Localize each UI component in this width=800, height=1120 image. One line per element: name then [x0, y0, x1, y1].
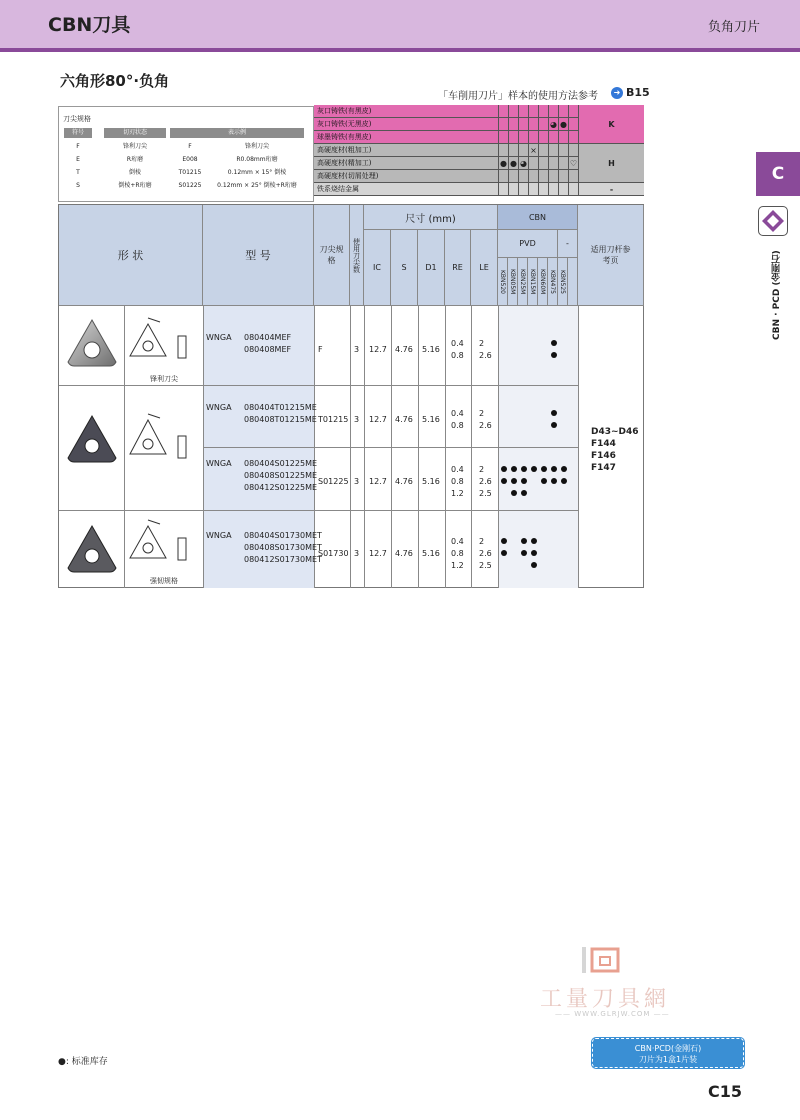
- material-mark: [528, 157, 538, 169]
- legend-row: [64, 155, 306, 165]
- packaging-note: [592, 1038, 744, 1068]
- material-mark: [568, 144, 578, 156]
- grade-label: KBN60M: [539, 268, 546, 295]
- re-value: 0.4: [451, 537, 464, 546]
- col-dash: -: [558, 230, 578, 258]
- insert-diamond-icon: [758, 206, 788, 236]
- holder-page[interactable]: F144: [591, 439, 616, 449]
- stock-dot: [511, 466, 517, 472]
- col-model: 型 号: [203, 205, 314, 306]
- holder-reference-pages: [591, 426, 639, 474]
- stock-dot: [551, 466, 557, 472]
- model-number: 080408T01215ME: [244, 415, 317, 424]
- material-grade-marks: [498, 118, 578, 131]
- grade-label: KBN475: [549, 269, 556, 294]
- re-value: 0.8: [451, 549, 464, 558]
- row-divider: [59, 385, 578, 386]
- insert-drawing: [128, 314, 200, 376]
- series-code: WNGA: [206, 531, 232, 540]
- grade-label: KBN05M: [509, 268, 516, 295]
- legend-cell: 0.12mm × 15° 倒棱: [227, 169, 287, 176]
- material-mark: [568, 131, 578, 143]
- material-mark: [548, 170, 558, 182]
- material-mark: [558, 105, 568, 117]
- material-mark: [568, 183, 578, 195]
- model-number: 080412S01225ME: [244, 483, 318, 492]
- col-divider: [391, 306, 392, 588]
- stock-dot: [561, 478, 567, 484]
- series-code: WNGA: [206, 459, 232, 468]
- s-value: 4.76: [395, 477, 413, 486]
- material-row: 灰口铸铁(有黑皮): [314, 105, 578, 118]
- legend-cell: F: [188, 143, 192, 150]
- legend-header: 表示例: [170, 128, 304, 138]
- model-number: 080408S01225ME: [244, 471, 318, 480]
- material-mark: [528, 118, 538, 130]
- series-code: WNGA: [206, 403, 232, 412]
- grade-header: [528, 258, 538, 306]
- material-mark: [528, 170, 538, 182]
- grade-header: [538, 258, 548, 306]
- re-value: 0.4: [451, 465, 464, 474]
- col-divider: [203, 306, 204, 588]
- legend-header: 切刃状态: [104, 128, 166, 138]
- re-value: 0.8: [451, 351, 464, 360]
- stock-dot: [541, 466, 547, 472]
- material-mark: ●: [510, 159, 517, 168]
- packaging-line: 刀片为1盒1片装: [638, 1055, 698, 1064]
- section-title: 六角形80°·负角: [60, 72, 170, 90]
- drawing-caption: 锋利刀尖: [150, 375, 178, 383]
- s-value: 4.76: [395, 549, 413, 558]
- material-mark: [558, 144, 568, 156]
- col-cbn: CBN: [498, 205, 578, 230]
- col-shape: 形 状: [59, 205, 203, 306]
- material-mark: [548, 105, 558, 117]
- row-divider: [59, 510, 578, 511]
- stock-dot: [551, 478, 557, 484]
- grade-header-spacer: [568, 258, 578, 306]
- used-edges-label: 使用刀尖数: [352, 237, 361, 273]
- material-mark: [498, 183, 508, 195]
- material-grade-marks: [498, 183, 578, 196]
- material-row: 高硬度材(粗加工): [314, 144, 578, 157]
- stock-dot: [521, 466, 527, 472]
- tip-spec-value: S01225: [318, 477, 349, 486]
- stock-dot: [551, 422, 557, 428]
- tip-spec-value: F: [318, 345, 323, 354]
- stock-dot: [501, 466, 507, 472]
- header-rule: [0, 48, 800, 52]
- grade-label: KBN520: [499, 269, 506, 294]
- material-mark: [498, 118, 508, 130]
- d1-value: 5.16: [422, 549, 440, 558]
- material-mark: [508, 183, 518, 195]
- col-s: S: [391, 230, 418, 306]
- grade-header: [508, 258, 518, 306]
- material-mark: [548, 183, 558, 195]
- material-mark: [538, 118, 548, 130]
- material-mark: ●: [500, 159, 507, 168]
- page-title: CBN刀具: [48, 14, 131, 36]
- holder-page[interactable]: F147: [591, 463, 616, 473]
- stock-dot: [501, 538, 507, 544]
- holder-page[interactable]: D43~D46: [591, 427, 639, 437]
- re-value: 0.4: [451, 339, 464, 348]
- stock-note: ●: 标准库存: [58, 1057, 108, 1067]
- model-number: 080404S01730MET: [244, 531, 322, 540]
- material-mark: [518, 144, 528, 156]
- material-mark: [508, 118, 518, 130]
- material-mark: [538, 131, 548, 143]
- insert-drawing: [128, 516, 200, 578]
- material-row: 球墨铸铁(有黑皮): [314, 131, 578, 144]
- watermark-text: 工量刀具網: [540, 987, 671, 1012]
- col-divider: [124, 306, 125, 588]
- legend-title: 刀尖规格: [63, 115, 91, 123]
- material-mark: [538, 105, 548, 117]
- material-mark: [568, 170, 578, 182]
- model-number: 080404S01225ME: [244, 459, 318, 468]
- col-size: 尺寸 (mm): [364, 205, 498, 230]
- grade-header: [558, 258, 568, 306]
- ic-value: 12.7: [369, 549, 387, 558]
- tip-spec-value: T01215: [318, 415, 349, 424]
- used-edges-value: 3: [354, 549, 360, 558]
- stock-dot: [501, 550, 507, 556]
- col-used-edges: [350, 205, 364, 306]
- tip-spec-value: S01730: [318, 549, 349, 558]
- material-grade-marks: [498, 144, 578, 157]
- stock-dot: [501, 478, 507, 484]
- material-group-code: K: [578, 105, 644, 144]
- le-value: 2: [479, 339, 485, 348]
- d1-value: 5.16: [422, 415, 440, 424]
- stock-dot: [561, 466, 567, 472]
- model-number: 080408MEF: [244, 345, 292, 354]
- legend-cell: E008: [182, 156, 198, 163]
- material-mark: [538, 157, 548, 169]
- grade-label: KBN525: [559, 269, 566, 294]
- le-value: 2: [479, 537, 485, 546]
- material-mark: [498, 170, 508, 182]
- stock-dot: [531, 550, 537, 556]
- legend-row: [64, 142, 306, 152]
- material-row: 高硬度材(切屑处理): [314, 170, 578, 183]
- re-value: 1.2: [451, 489, 464, 498]
- legend-cell: F: [76, 143, 80, 150]
- stock-dot: [531, 466, 537, 472]
- model-number: 080412S01730MET: [244, 555, 322, 564]
- col-divider: [578, 306, 579, 588]
- legend-header: 符号: [64, 128, 92, 138]
- material-mark: [528, 105, 538, 117]
- material-mark: [568, 105, 578, 117]
- material-grade-marks: [498, 105, 578, 118]
- material-mark: [528, 183, 538, 195]
- model-number: 080404MEF: [244, 333, 292, 342]
- material-mark: [548, 144, 558, 156]
- legend-cell: 倒棱: [128, 169, 141, 176]
- stock-dot: [531, 538, 537, 544]
- material-grade-marks: [498, 157, 578, 170]
- drawing-caption: 强韧规格: [150, 577, 178, 585]
- material-group-code: -: [578, 183, 644, 196]
- material-row: 灰口铸铁(无黑皮): [314, 118, 578, 131]
- holder-page[interactable]: F146: [591, 451, 616, 461]
- col-pvd: PVD: [498, 230, 558, 258]
- legend-header-row: [64, 128, 306, 138]
- le-value: 2.6: [479, 351, 492, 360]
- material-mark: [518, 170, 528, 182]
- stock-dot: [511, 490, 517, 496]
- col-divider: [350, 306, 351, 588]
- stock-dot: [511, 478, 517, 484]
- material-mark: ♡: [569, 159, 578, 168]
- legend-cell: 锋利刀尖: [122, 143, 147, 150]
- col-divider: [364, 306, 365, 588]
- material-mark: [508, 105, 518, 117]
- insert-photo-sharp: [64, 316, 120, 372]
- s-value: 4.76: [395, 345, 413, 354]
- legend-cell: S01225: [178, 182, 202, 189]
- grade-label: KBN15M: [529, 268, 536, 295]
- material-row: 高硬度材(精加工): [314, 157, 578, 170]
- le-value: 2.5: [479, 561, 492, 570]
- legend-cell: T01215: [178, 169, 202, 176]
- d1-value: 5.16: [422, 345, 440, 354]
- material-row: 铁系烧结金属: [314, 183, 578, 196]
- material-mark: [548, 157, 558, 169]
- model-number: 080408S01730MET: [244, 543, 322, 552]
- material-mark: [498, 131, 508, 143]
- category-label: 负角刀片: [707, 20, 760, 35]
- legend-cell: R0.08mm珩磨: [236, 156, 278, 163]
- re-value: 0.8: [451, 421, 464, 430]
- watermark-logo: [580, 945, 624, 975]
- s-value: 4.76: [395, 415, 413, 424]
- material-mark: [518, 183, 528, 195]
- chapter-tab[interactable]: C: [756, 152, 800, 196]
- ic-value: 12.7: [369, 477, 387, 486]
- legend-row: [64, 168, 306, 178]
- material-mark: [538, 144, 548, 156]
- material-mark: [558, 183, 568, 195]
- legend-cell: E: [76, 156, 80, 163]
- used-edges-value: 3: [354, 477, 360, 486]
- page-number: C15: [708, 1082, 743, 1101]
- col-re: RE: [445, 230, 471, 306]
- material-group-code: H: [578, 144, 644, 183]
- material-mark: [518, 131, 528, 143]
- insert-photo-tough: [64, 522, 120, 578]
- grade-header: [498, 258, 508, 306]
- legend-cell: S: [76, 182, 80, 189]
- watermark-url: —— WWW.GLRJW.COM ——: [555, 1010, 670, 1018]
- le-value: 2.5: [479, 489, 492, 498]
- insert-drawing: [128, 410, 200, 476]
- reference-page[interactable]: B15: [626, 86, 650, 99]
- col-ic: IC: [364, 230, 391, 306]
- stock-dot: [551, 352, 557, 358]
- material-mark: [518, 105, 528, 117]
- col-holder-ref: 适用刀杆参考页: [578, 205, 644, 306]
- material-mark: ◕: [520, 159, 527, 168]
- material-mark: [508, 170, 518, 182]
- material-mark: ◕: [550, 120, 557, 129]
- col-divider: [445, 306, 446, 588]
- re-value: 0.8: [451, 477, 464, 486]
- le-value: 2.6: [479, 549, 492, 558]
- col-le: LE: [471, 230, 498, 306]
- stock-dot: [531, 562, 537, 568]
- material-mark: [528, 131, 538, 143]
- material-grade-marks: [498, 131, 578, 144]
- stock-dot: [551, 410, 557, 416]
- grade-label: KBN25M: [519, 268, 526, 295]
- d1-value: 5.16: [422, 477, 440, 486]
- stock-dot: [521, 538, 527, 544]
- chapter-vertical-label: CBN · PCD (金刚石): [772, 250, 782, 340]
- material-mark: ●: [560, 120, 567, 129]
- le-value: 2.6: [479, 421, 492, 430]
- material-mark: ×: [528, 144, 538, 156]
- used-edges-value: 3: [354, 345, 360, 354]
- le-value: 2: [479, 409, 485, 418]
- material-mark: [538, 183, 548, 195]
- material-mark: [498, 144, 508, 156]
- arrow-right-icon: ➜: [611, 87, 623, 99]
- stock-dot: [551, 340, 557, 346]
- material-mark: [558, 131, 568, 143]
- re-value: 0.4: [451, 409, 464, 418]
- material-mark: [518, 118, 528, 130]
- legend-cell: 倒棱+R珩磨: [118, 182, 152, 189]
- le-value: 2: [479, 465, 485, 474]
- packaging-line: CBN·PCD(金刚石): [634, 1044, 702, 1053]
- material-mark: [538, 170, 548, 182]
- material-mark: [508, 144, 518, 156]
- col-divider: [471, 306, 472, 588]
- reference-text: 「车削用刀片」样本的使用方法参考: [438, 91, 598, 102]
- series-code: WNGA: [206, 333, 232, 342]
- stock-dot: [521, 490, 527, 496]
- legend-cell: R珩磨: [126, 156, 144, 163]
- used-edges-value: 3: [354, 415, 360, 424]
- stock-dot: [521, 550, 527, 556]
- col-divider: [498, 306, 499, 588]
- material-mark: [558, 157, 568, 169]
- le-value: 2.6: [479, 477, 492, 486]
- re-value: 1.2: [451, 561, 464, 570]
- material-mark: [508, 131, 518, 143]
- stock-dot: [521, 478, 527, 484]
- insert-photo-chamfer: [64, 412, 120, 468]
- material-mark: [498, 105, 508, 117]
- model-number: 080404T01215ME: [244, 403, 317, 412]
- grade-header: [548, 258, 558, 306]
- legend-cell: 锋利刀尖: [244, 143, 269, 150]
- material-mark: [568, 118, 578, 130]
- ic-value: 12.7: [369, 415, 387, 424]
- col-divider: [418, 306, 419, 588]
- legend-cell: 0.12mm × 25° 倒棱+R珩磨: [217, 182, 297, 189]
- ic-value: 12.7: [369, 345, 387, 354]
- material-grade-marks: [498, 170, 578, 183]
- material-mark: [558, 170, 568, 182]
- grade-header: [518, 258, 528, 306]
- col-tip-spec: 刀尖规格: [314, 205, 350, 306]
- legend-cell: T: [76, 169, 80, 176]
- col-d1: D1: [418, 230, 445, 306]
- stock-dot: [541, 478, 547, 484]
- legend-row: [64, 181, 306, 191]
- material-mark: [548, 131, 558, 143]
